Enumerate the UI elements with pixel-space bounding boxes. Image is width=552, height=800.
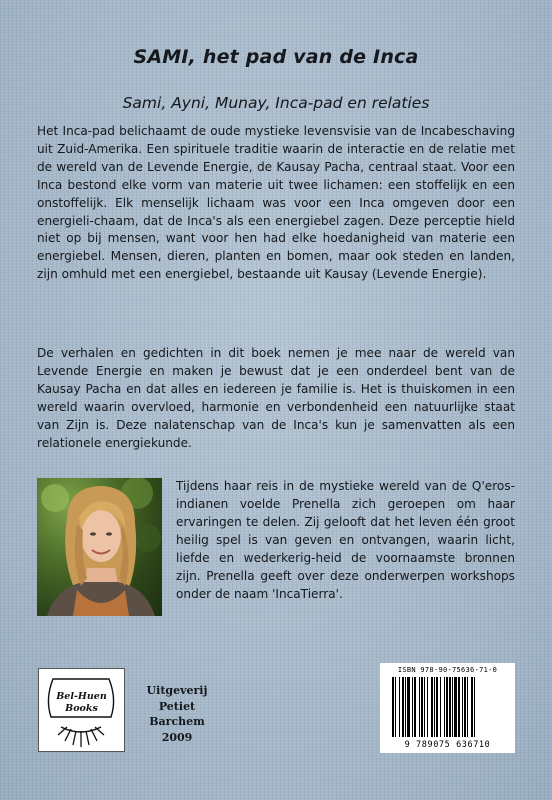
barcode-bar (424, 677, 425, 737)
barcode-bar (434, 677, 435, 737)
barcode-bar (474, 677, 475, 737)
barcode-bar (427, 677, 428, 737)
barcode-bar (431, 677, 433, 737)
logo-line-1: Bel-Huen (56, 691, 107, 702)
publisher-line-1: Uitgeverij (146, 684, 208, 697)
barcode-bar (454, 677, 457, 737)
barcode-bar (446, 677, 448, 737)
isbn-barcode (380, 663, 515, 753)
barcode-bar (449, 677, 451, 737)
barcode-bar (452, 677, 453, 737)
author-photo (37, 478, 162, 616)
book-subtitle: Sami, Ayni, Munay, Inca-pad en relaties (122, 94, 430, 112)
barcode-bar (402, 677, 404, 737)
barcode-bar (458, 677, 460, 737)
barcode-bar (440, 677, 441, 737)
barcode-bar (464, 677, 466, 737)
publisher-logo (38, 668, 125, 752)
barcode-bar (421, 677, 423, 737)
barcode-bar (462, 677, 463, 737)
barcode-digits: 9 789075 636710 (404, 740, 491, 750)
isbn-label: ISBN 978-90-75636-71-0 (397, 666, 498, 674)
barcode-bar (405, 677, 406, 737)
publisher-line-2: Petiet (158, 699, 196, 713)
description-paragraph-2: De verhalen en gedichten in dit boek nemen je mee naar de wereld van Levende Energie en maken je bewust dat je een onderdeel bent van de Kausay Pacha en dat alles en iedereen je familie is. Het is thuiskomen in een wereld waarin overvloed, harmonie en verbondenheid een natuurlijke staat van Zijn is. Deze nalatenschap van de Inca's kun je samenvatten als een relationele energiekunde. (37, 346, 515, 450)
publisher-line-3: Barchem (149, 715, 205, 729)
book-title: SAMI, het pad van de Inca (133, 46, 419, 68)
description-paragraph-1: Het Inca-pad belichaamt de oude mystieke levensvisie van de Incabeschaving uit Zuid-Amerika. Een spirituele traditie waarin de interactie en de relatie met de wereld van de Levende Energie, de Kausay Pacha, centraal staat. Voor een Inca bestond elke vorm van materie uit twee lichamen: een stoffelijk en een onstoffelijk. Elk menselijk lichaam was voor een Inca omgeven door een energieli-chaam, dat de Inca's als een energiebel zagen. Deze perceptie hield niet op bij mensen, want voor hen had elke hoedanigheid van materie een energiebel. Mensen, dieren, planten en bomen, maar ook steden en landen, zijn omhuld met een energiebel, bestaande uit Kausay (Levende Energie). (37, 124, 515, 282)
publisher-info (137, 683, 217, 745)
barcode-bar (471, 677, 473, 737)
barcode-bar (392, 677, 394, 737)
barcode-bar (399, 677, 400, 737)
barcode-bar (436, 677, 438, 737)
barcode-bar (412, 677, 413, 737)
author-bio: Tijdens haar reis in de mystieke wereld van de Q'eros-indianen voelde Prenella zich geroepen om haar ervaringen te delen. Zij gelooft dat het leven één groot heilig spel is van geven en ontvangen, waarin licht, liefde en wederkerig-heid de voornaamste bronnen zijn. Prenella geeft over deze onderwerpen workshops onder de naam 'IncaTierra'. (176, 479, 515, 601)
barcode-bar (395, 677, 396, 737)
barcode-bar (414, 677, 416, 737)
barcode-bar (444, 677, 445, 737)
barcode-bar (407, 677, 410, 737)
barcode-bar (419, 677, 420, 737)
barcode-bar (467, 677, 468, 737)
publisher-line-4: 2009 (161, 730, 193, 744)
logo-line-2: Books (65, 703, 98, 714)
